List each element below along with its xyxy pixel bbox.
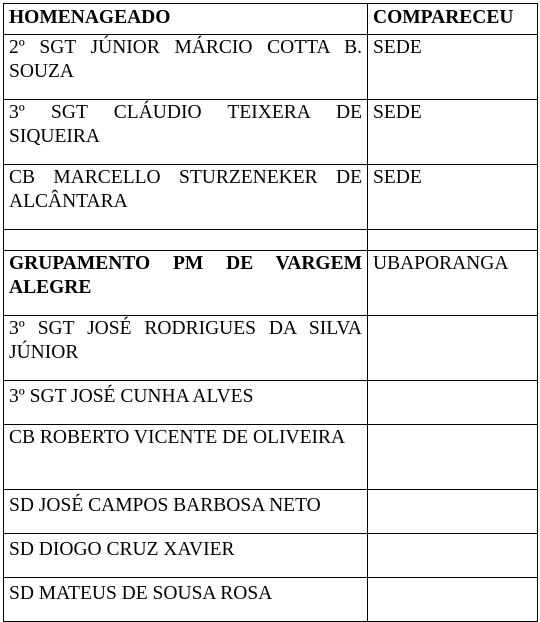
attended-value bbox=[368, 381, 538, 425]
attended-value: SEDE bbox=[368, 100, 538, 165]
honoree-name: SD JOSÉ CAMPOS BARBOSA NETO bbox=[4, 490, 368, 534]
attended-value bbox=[368, 230, 538, 251]
table-row-blank bbox=[4, 230, 538, 251]
table-row bbox=[4, 534, 538, 578]
attended-value bbox=[368, 578, 538, 622]
honoree-name: 2º SGT JÚNIOR MÁRCIO COTTA B. SOUZA bbox=[4, 35, 368, 100]
attended-value bbox=[368, 425, 538, 490]
honorees-table bbox=[3, 3, 538, 622]
honoree-name: 3º SGT CLÁUDIO TEIXERA DE SIQUEIRA bbox=[4, 100, 368, 165]
table-row bbox=[4, 381, 538, 425]
attended-value: SEDE bbox=[368, 165, 538, 230]
honoree-name: SD MATEUS DE SOUSA ROSA bbox=[4, 578, 368, 622]
attended-value bbox=[368, 316, 538, 381]
honoree-name: 3º SGT JOSÉ RODRIGUES DA SILVA JÚNIOR bbox=[4, 316, 368, 381]
table-row bbox=[4, 490, 538, 534]
attended-value: SEDE bbox=[368, 35, 538, 100]
table-row bbox=[4, 316, 538, 381]
table-row-group bbox=[4, 251, 538, 316]
group-name: GRUPAMENTO PM DE VARGEM ALEGRE bbox=[4, 251, 368, 316]
attended-value bbox=[368, 534, 538, 578]
honoree-name: 3º SGT JOSÉ CUNHA ALVES bbox=[4, 381, 368, 425]
table-row bbox=[4, 578, 538, 622]
table-row bbox=[4, 100, 538, 165]
table-row bbox=[4, 165, 538, 230]
header-attended: COMPARECEU bbox=[368, 4, 538, 35]
table-row bbox=[4, 425, 538, 490]
table-header-row bbox=[4, 4, 538, 35]
honoree-name: CB MARCELLO STURZENEKER DE ALCÂNTARA bbox=[4, 165, 368, 230]
attended-value: UBAPORANGA bbox=[368, 251, 538, 316]
header-honoree: HOMENAGEADO bbox=[4, 4, 368, 35]
honoree-name: CB ROBERTO VICENTE DE OLIVEIRA bbox=[4, 425, 368, 490]
honoree-name bbox=[4, 230, 368, 251]
table-row bbox=[4, 35, 538, 100]
attended-value bbox=[368, 490, 538, 534]
document-page bbox=[3, 3, 537, 622]
honoree-name: SD DIOGO CRUZ XAVIER bbox=[4, 534, 368, 578]
